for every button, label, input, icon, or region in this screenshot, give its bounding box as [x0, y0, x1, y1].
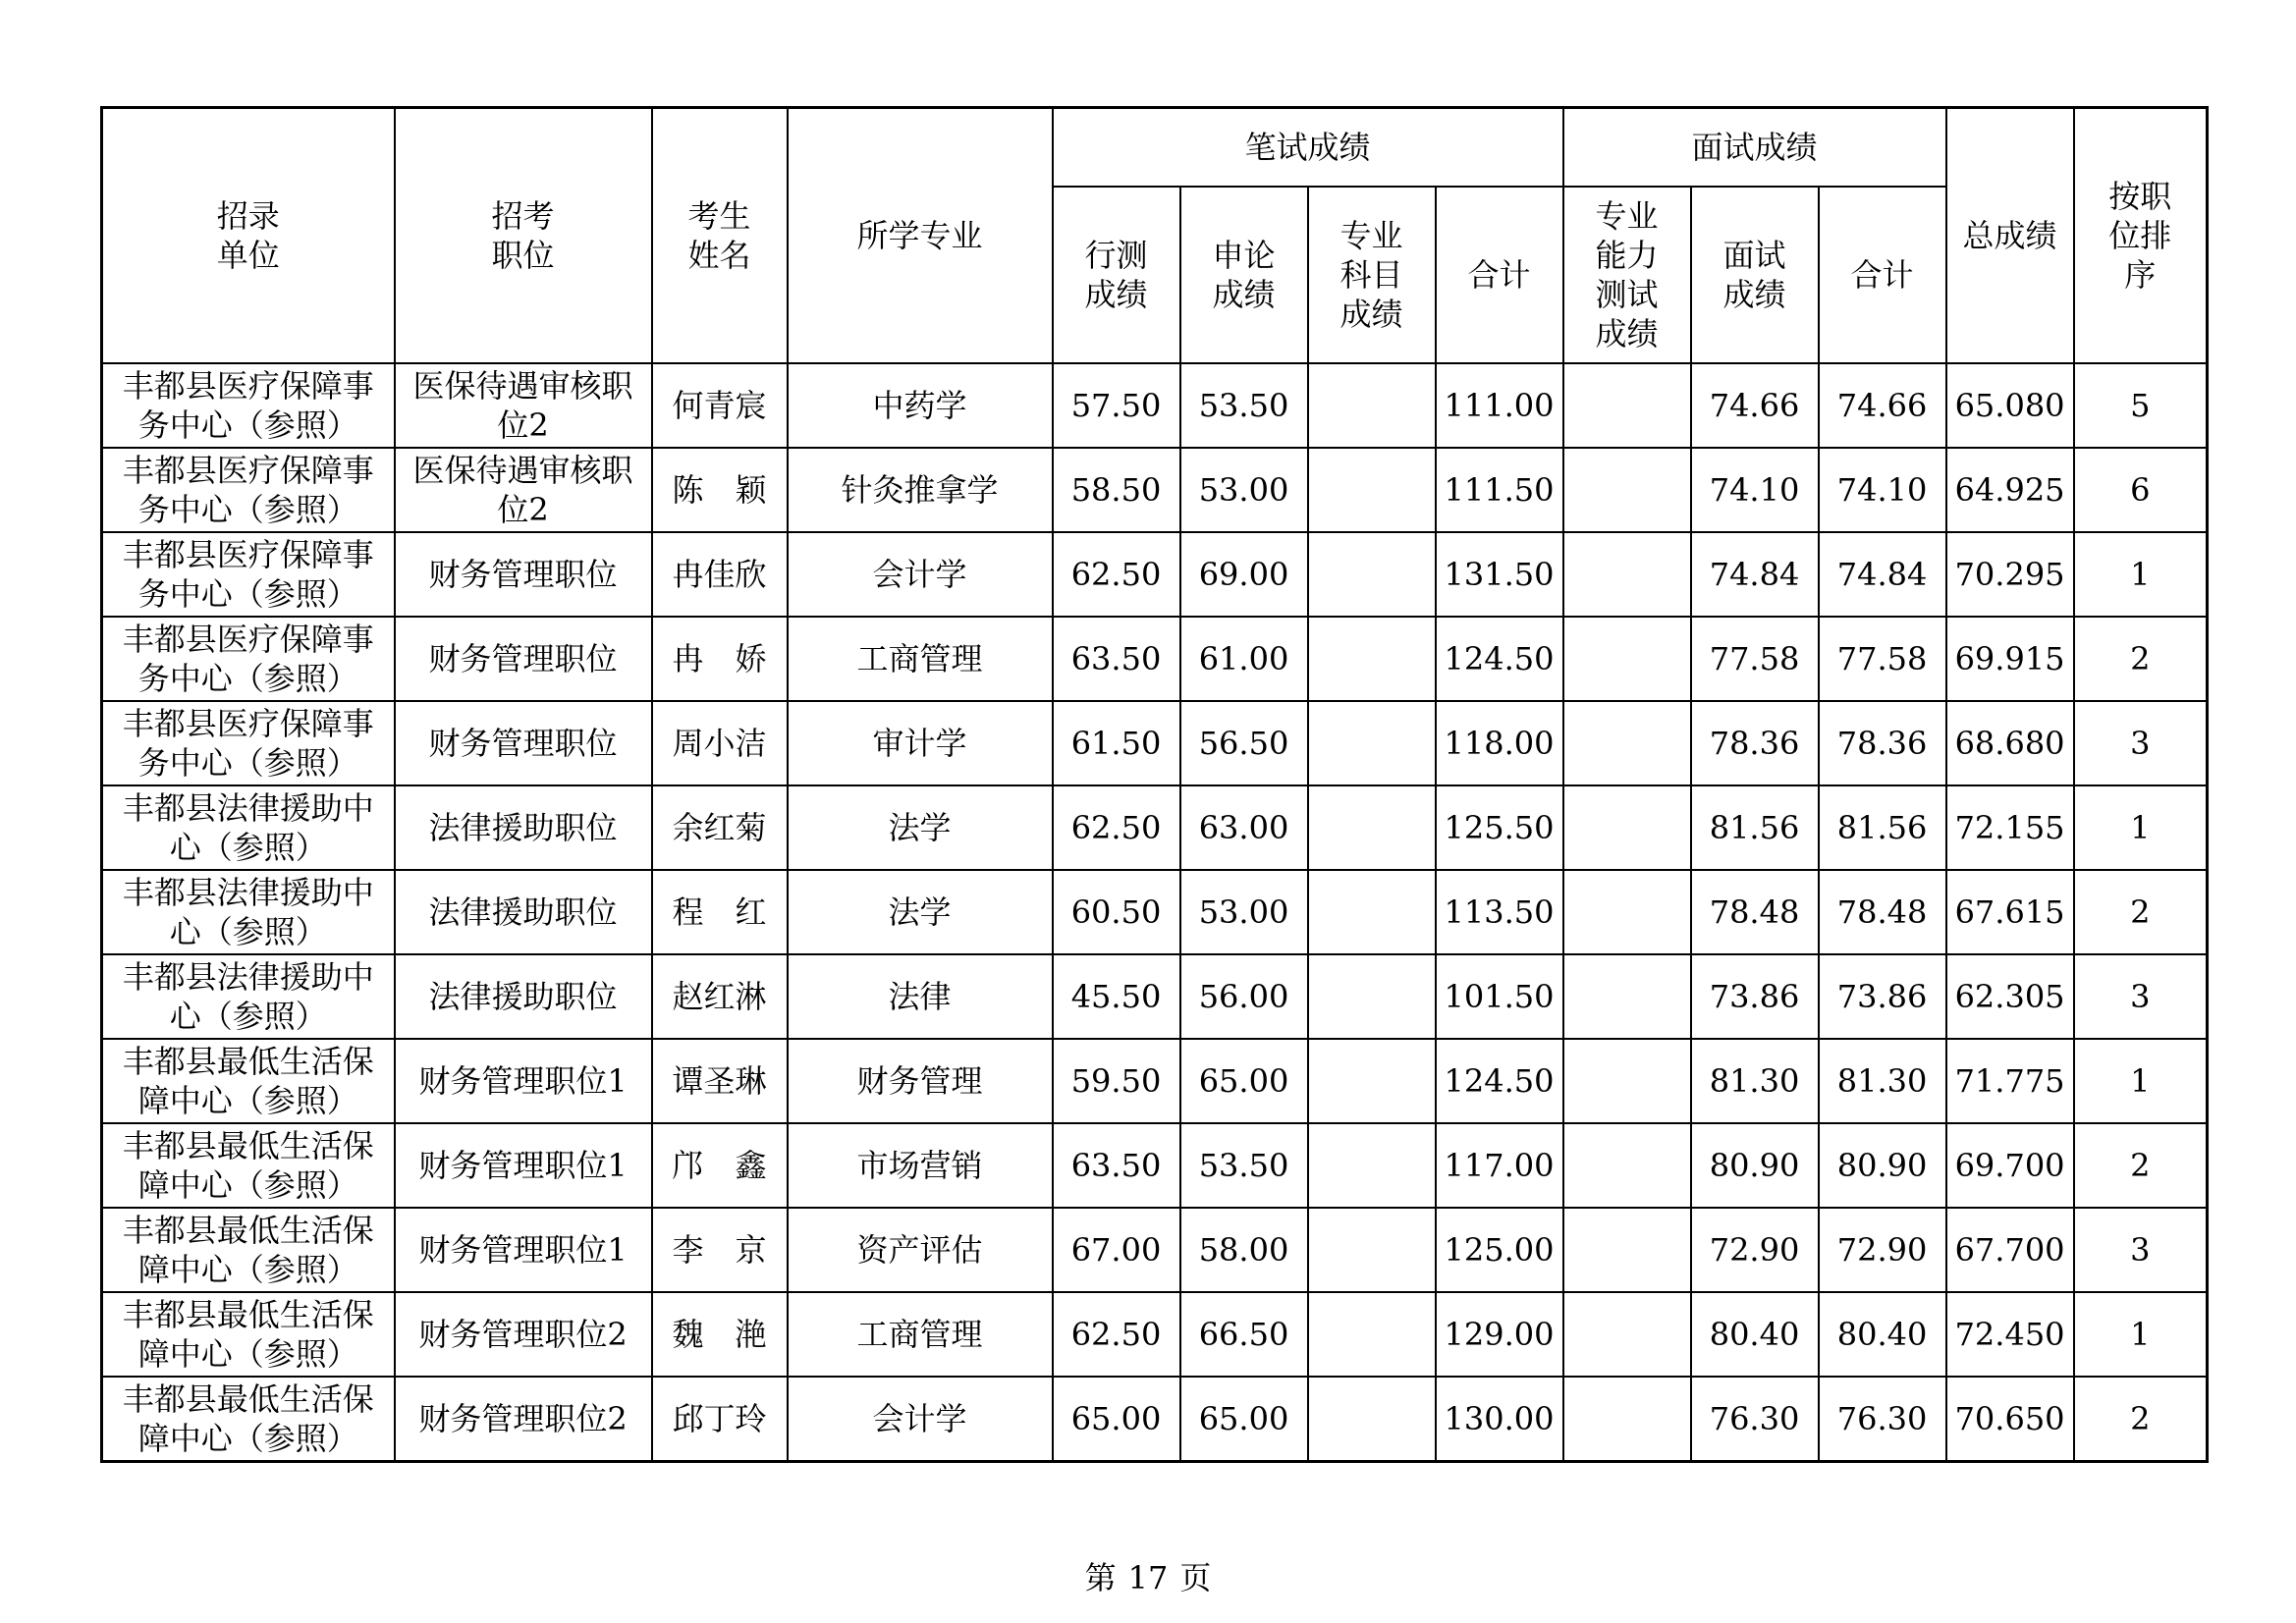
cell-interview-total: 78.48	[1819, 870, 1946, 954]
header-written-group: 笔试成绩	[1053, 108, 1563, 188]
cell-shenlun: 56.50	[1180, 701, 1308, 785]
header-position: 招考 职位	[395, 108, 652, 364]
cell-ability	[1563, 701, 1691, 785]
cell-rank: 1	[2074, 1292, 2208, 1377]
cell-xingce: 59.50	[1053, 1039, 1180, 1123]
cell-interview-total: 76.30	[1819, 1377, 1946, 1462]
table-row	[102, 1377, 2208, 1462]
cell-interview-total: 81.30	[1819, 1039, 1946, 1123]
header-rank: 按职 位排 序	[2074, 108, 2208, 364]
cell-unit: 丰都县医疗保障事 务中心（参照）	[102, 701, 395, 785]
cell-interview-total: 81.56	[1819, 785, 1946, 870]
header-subject: 专业 科目 成绩	[1308, 187, 1436, 363]
cell-subject	[1308, 1039, 1436, 1123]
cell-xingce: 63.50	[1053, 1123, 1180, 1208]
table-row	[102, 785, 2208, 870]
table-row	[102, 617, 2208, 701]
cell-major: 会计学	[788, 532, 1053, 617]
cell-position: 财务管理职位	[395, 701, 652, 785]
cell-shenlun: 53.00	[1180, 448, 1308, 532]
cell-interview-total: 77.58	[1819, 617, 1946, 701]
table-row	[102, 1123, 2208, 1208]
cell-interview: 78.36	[1691, 701, 1819, 785]
cell-ability	[1563, 954, 1691, 1039]
cell-interview: 80.40	[1691, 1292, 1819, 1377]
cell-interview-total: 74.66	[1819, 363, 1946, 448]
header-ability: 专业 能力 测试 成绩	[1563, 187, 1691, 363]
cell-total: 72.450	[1946, 1292, 2074, 1377]
cell-name: 周小洁	[652, 701, 788, 785]
cell-written-total: 118.00	[1436, 701, 1563, 785]
cell-ability	[1563, 363, 1691, 448]
cell-shenlun: 53.50	[1180, 1123, 1308, 1208]
cell-written-total: 113.50	[1436, 870, 1563, 954]
cell-xingce: 58.50	[1053, 448, 1180, 532]
cell-rank: 3	[2074, 701, 2208, 785]
cell-total: 71.775	[1946, 1039, 2074, 1123]
cell-shenlun: 58.00	[1180, 1208, 1308, 1292]
table-row	[102, 870, 2208, 954]
header-interview-group: 面试成绩	[1563, 108, 1946, 188]
cell-total: 67.615	[1946, 870, 2074, 954]
page-number: 17	[1127, 1559, 1169, 1596]
cell-name: 余红菊	[652, 785, 788, 870]
cell-subject	[1308, 1377, 1436, 1462]
cell-unit: 丰都县最低生活保 障中心（参照）	[102, 1377, 395, 1462]
cell-name: 邱丁玲	[652, 1377, 788, 1462]
cell-interview-total: 80.90	[1819, 1123, 1946, 1208]
cell-name: 何青宸	[652, 363, 788, 448]
cell-xingce: 62.50	[1053, 785, 1180, 870]
cell-subject	[1308, 701, 1436, 785]
cell-interview-total: 74.84	[1819, 532, 1946, 617]
cell-rank: 2	[2074, 1377, 2208, 1462]
cell-major: 资产评估	[788, 1208, 1053, 1292]
cell-name: 李 京	[652, 1208, 788, 1292]
cell-major: 法学	[788, 870, 1053, 954]
cell-major: 财务管理	[788, 1039, 1053, 1123]
cell-total: 67.700	[1946, 1208, 2074, 1292]
table-row	[102, 701, 2208, 785]
cell-interview: 81.30	[1691, 1039, 1819, 1123]
cell-written-total: 129.00	[1436, 1292, 1563, 1377]
cell-subject	[1308, 532, 1436, 617]
cell-rank: 3	[2074, 954, 2208, 1039]
cell-name: 魏 滟	[652, 1292, 788, 1377]
cell-major: 法学	[788, 785, 1053, 870]
cell-interview-total: 73.86	[1819, 954, 1946, 1039]
cell-shenlun: 63.00	[1180, 785, 1308, 870]
cell-position: 财务管理职位	[395, 532, 652, 617]
cell-shenlun: 53.00	[1180, 870, 1308, 954]
table-row	[102, 1208, 2208, 1292]
page-footer	[0, 1553, 2296, 1598]
cell-major: 会计学	[788, 1377, 1053, 1462]
cell-xingce: 57.50	[1053, 363, 1180, 448]
cell-subject	[1308, 1292, 1436, 1377]
cell-shenlun: 66.50	[1180, 1292, 1308, 1377]
cell-unit: 丰都县最低生活保 障中心（参照）	[102, 1039, 395, 1123]
header-name: 考生 姓名	[652, 108, 788, 364]
cell-rank: 5	[2074, 363, 2208, 448]
cell-shenlun: 56.00	[1180, 954, 1308, 1039]
cell-rank: 1	[2074, 785, 2208, 870]
header-written-total: 合计	[1436, 187, 1563, 363]
cell-subject	[1308, 617, 1436, 701]
cell-interview: 76.30	[1691, 1377, 1819, 1462]
cell-interview: 80.90	[1691, 1123, 1819, 1208]
cell-position: 医保待遇审核职 位2	[395, 448, 652, 532]
cell-interview: 81.56	[1691, 785, 1819, 870]
cell-major: 中药学	[788, 363, 1053, 448]
cell-total: 69.915	[1946, 617, 2074, 701]
cell-position: 法律援助职位	[395, 785, 652, 870]
cell-position: 财务管理职位2	[395, 1377, 652, 1462]
cell-interview-total: 74.10	[1819, 448, 1946, 532]
table-row	[102, 532, 2208, 617]
cell-rank: 3	[2074, 1208, 2208, 1292]
header-interview: 面试 成绩	[1691, 187, 1819, 363]
cell-rank: 6	[2074, 448, 2208, 532]
cell-total: 72.155	[1946, 785, 2074, 870]
cell-name: 冉 娇	[652, 617, 788, 701]
cell-unit: 丰都县法律援助中 心（参照）	[102, 954, 395, 1039]
cell-unit: 丰都县最低生活保 障中心（参照）	[102, 1208, 395, 1292]
cell-total: 64.925	[1946, 448, 2074, 532]
table-row	[102, 363, 2208, 448]
cell-interview: 72.90	[1691, 1208, 1819, 1292]
table-row	[102, 954, 2208, 1039]
cell-rank: 2	[2074, 870, 2208, 954]
cell-total: 65.080	[1946, 363, 2074, 448]
cell-written-total: 101.50	[1436, 954, 1563, 1039]
cell-unit: 丰都县最低生活保 障中心（参照）	[102, 1123, 395, 1208]
cell-total: 70.295	[1946, 532, 2074, 617]
cell-shenlun: 65.00	[1180, 1377, 1308, 1462]
cell-name: 赵红淋	[652, 954, 788, 1039]
cell-total: 70.650	[1946, 1377, 2074, 1462]
cell-subject	[1308, 448, 1436, 532]
table-header	[102, 108, 2208, 364]
cell-ability	[1563, 1208, 1691, 1292]
header-total: 总成绩	[1946, 108, 2074, 364]
cell-interview: 73.86	[1691, 954, 1819, 1039]
cell-shenlun: 65.00	[1180, 1039, 1308, 1123]
cell-ability	[1563, 532, 1691, 617]
cell-interview: 74.84	[1691, 532, 1819, 617]
cell-subject	[1308, 363, 1436, 448]
cell-xingce: 45.50	[1053, 954, 1180, 1039]
cell-name: 程 红	[652, 870, 788, 954]
header-xingce: 行测 成绩	[1053, 187, 1180, 363]
cell-written-total: 131.50	[1436, 532, 1563, 617]
cell-xingce: 60.50	[1053, 870, 1180, 954]
cell-written-total: 124.50	[1436, 617, 1563, 701]
cell-position: 法律援助职位	[395, 954, 652, 1039]
cell-interview: 74.66	[1691, 363, 1819, 448]
cell-interview: 77.58	[1691, 617, 1819, 701]
cell-shenlun: 69.00	[1180, 532, 1308, 617]
cell-ability	[1563, 617, 1691, 701]
cell-ability	[1563, 785, 1691, 870]
cell-written-total: 130.00	[1436, 1377, 1563, 1462]
table-body	[102, 363, 2208, 1462]
cell-unit: 丰都县医疗保障事 务中心（参照）	[102, 617, 395, 701]
cell-written-total: 111.50	[1436, 448, 1563, 532]
cell-unit: 丰都县法律援助中 心（参照）	[102, 870, 395, 954]
footer-suffix: 页	[1179, 1559, 1212, 1596]
cell-major: 针灸推拿学	[788, 448, 1053, 532]
cell-subject	[1308, 1208, 1436, 1292]
cell-xingce: 67.00	[1053, 1208, 1180, 1292]
cell-position: 财务管理职位2	[395, 1292, 652, 1377]
cell-total: 69.700	[1946, 1123, 2074, 1208]
cell-unit: 丰都县最低生活保 障中心（参照）	[102, 1292, 395, 1377]
cell-ability	[1563, 1292, 1691, 1377]
cell-interview-total: 72.90	[1819, 1208, 1946, 1292]
cell-unit: 丰都县医疗保障事 务中心（参照）	[102, 448, 395, 532]
cell-shenlun: 53.50	[1180, 363, 1308, 448]
table-row	[102, 448, 2208, 532]
cell-written-total: 125.00	[1436, 1208, 1563, 1292]
cell-ability	[1563, 1123, 1691, 1208]
table-row	[102, 1292, 2208, 1377]
cell-xingce: 62.50	[1053, 1292, 1180, 1377]
cell-interview: 74.10	[1691, 448, 1819, 532]
cell-name: 冉佳欣	[652, 532, 788, 617]
cell-subject	[1308, 870, 1436, 954]
cell-ability	[1563, 1039, 1691, 1123]
cell-xingce: 65.00	[1053, 1377, 1180, 1462]
cell-shenlun: 61.00	[1180, 617, 1308, 701]
cell-interview-total: 80.40	[1819, 1292, 1946, 1377]
table-row	[102, 1039, 2208, 1123]
cell-ability	[1563, 1377, 1691, 1462]
cell-major: 工商管理	[788, 1292, 1053, 1377]
cell-written-total: 111.00	[1436, 363, 1563, 448]
cell-total: 68.680	[1946, 701, 2074, 785]
cell-unit: 丰都县医疗保障事 务中心（参照）	[102, 363, 395, 448]
cell-position: 财务管理职位1	[395, 1123, 652, 1208]
cell-unit: 丰都县法律援助中 心（参照）	[102, 785, 395, 870]
cell-major: 审计学	[788, 701, 1053, 785]
cell-subject	[1308, 954, 1436, 1039]
cell-unit: 丰都县医疗保障事 务中心（参照）	[102, 532, 395, 617]
header-major: 所学专业	[788, 108, 1053, 364]
cell-position: 财务管理职位	[395, 617, 652, 701]
footer-prefix: 第	[1084, 1559, 1117, 1596]
cell-interview-total: 78.36	[1819, 701, 1946, 785]
cell-name: 邝 鑫	[652, 1123, 788, 1208]
header-interview-total: 合计	[1819, 187, 1946, 363]
cell-total: 62.305	[1946, 954, 2074, 1039]
cell-ability	[1563, 870, 1691, 954]
header-shenlun: 申论 成绩	[1180, 187, 1308, 363]
cell-xingce: 63.50	[1053, 617, 1180, 701]
cell-written-total: 117.00	[1436, 1123, 1563, 1208]
cell-rank: 2	[2074, 617, 2208, 701]
cell-name: 谭圣琳	[652, 1039, 788, 1123]
cell-subject	[1308, 1123, 1436, 1208]
cell-position: 医保待遇审核职 位2	[395, 363, 652, 448]
cell-position: 财务管理职位1	[395, 1208, 652, 1292]
cell-major: 市场营销	[788, 1123, 1053, 1208]
cell-ability	[1563, 448, 1691, 532]
cell-written-total: 124.50	[1436, 1039, 1563, 1123]
cell-position: 法律援助职位	[395, 870, 652, 954]
cell-xingce: 61.50	[1053, 701, 1180, 785]
cell-rank: 1	[2074, 1039, 2208, 1123]
cell-written-total: 125.50	[1436, 785, 1563, 870]
cell-rank: 2	[2074, 1123, 2208, 1208]
cell-xingce: 62.50	[1053, 532, 1180, 617]
cell-rank: 1	[2074, 532, 2208, 617]
cell-subject	[1308, 785, 1436, 870]
cell-name: 陈 颖	[652, 448, 788, 532]
cell-major: 法律	[788, 954, 1053, 1039]
cell-position: 财务管理职位1	[395, 1039, 652, 1123]
header-unit: 招录 单位	[102, 108, 395, 364]
cell-interview: 78.48	[1691, 870, 1819, 954]
cell-major: 工商管理	[788, 617, 1053, 701]
score-table	[100, 106, 2209, 1463]
